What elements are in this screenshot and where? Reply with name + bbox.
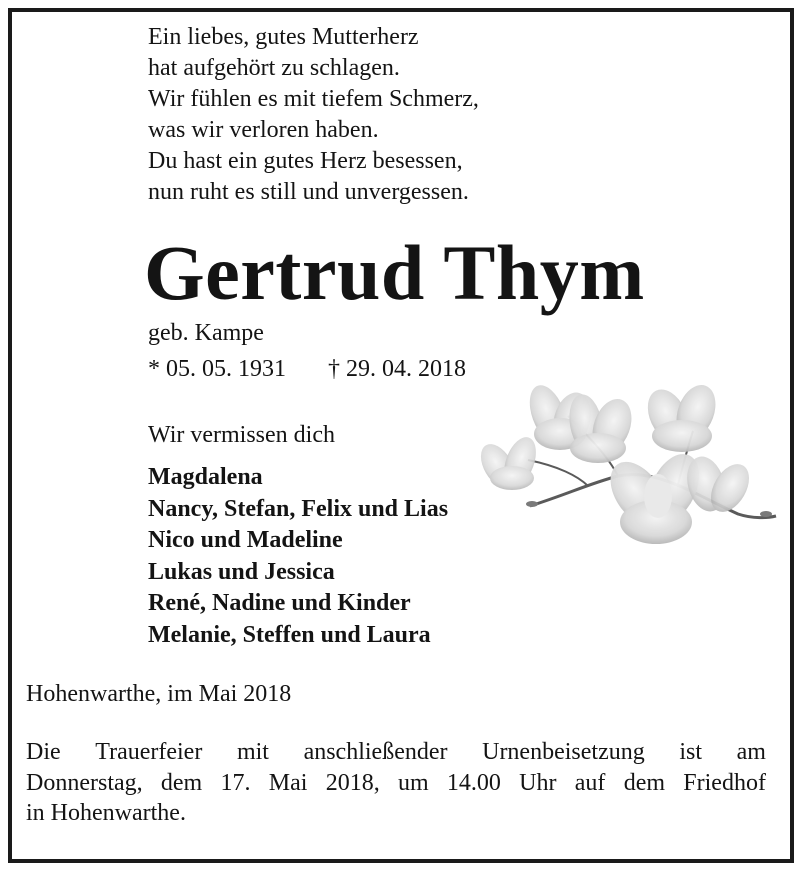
funeral-notice xyxy=(26,737,766,829)
poem-line: nun ruht es still und unvergessen. xyxy=(148,179,469,205)
birth-name: geb. Kampe xyxy=(148,320,264,346)
notice-word: ist xyxy=(679,739,703,765)
family-list xyxy=(148,462,448,651)
family-member: Magdalena xyxy=(148,464,263,490)
notice-word: Donnerstag, xyxy=(26,769,143,796)
family-member: Melanie, Steffen und Laura xyxy=(148,621,431,648)
poem-line: Ein liebes, gutes Mutterherz xyxy=(148,24,419,50)
magnolia-branch-icon xyxy=(468,376,778,556)
life-dates xyxy=(148,354,466,384)
death-date: † 29. 04. 2018 xyxy=(328,356,466,382)
place-date: Hohenwarthe, im Mai 2018 xyxy=(26,681,292,707)
notice-word: auf xyxy=(574,769,606,796)
notice-word: mit xyxy=(236,739,269,765)
poem-line: Wir fühlen es mit tiefem Schmerz, xyxy=(148,86,479,112)
notice-line xyxy=(26,768,766,799)
notice-word: Friedhof xyxy=(683,769,766,796)
deceased-name: Gertrud Thym xyxy=(144,229,645,316)
family-member: Nico und Madeline xyxy=(148,527,343,553)
notice-word: dem xyxy=(160,769,203,796)
notice-word: dem xyxy=(623,769,666,796)
birth-date: * 05. 05. 1931 xyxy=(148,356,286,382)
family-member: Lukas und Jessica xyxy=(148,558,335,585)
notice-word: 2018, xyxy=(325,769,380,796)
miss-line: Wir vermissen dich xyxy=(148,422,335,448)
notice-word: Uhr xyxy=(519,769,557,796)
family-member: Nancy, Stefan, Felix und Lias xyxy=(148,495,449,522)
notice-word: anschließender xyxy=(303,739,448,765)
notice-line xyxy=(26,737,766,768)
notice-word: 14.00 xyxy=(446,769,501,796)
family-member: René, Nadine und Kinder xyxy=(148,590,411,616)
notice-word: um xyxy=(397,769,429,796)
poem-line: Du hast ein gutes Herz besessen, xyxy=(148,148,463,174)
notice-word: Mai xyxy=(268,769,308,796)
notice-word: Trauerfeier xyxy=(95,739,203,765)
poem-line: hat aufgehört zu schlagen. xyxy=(148,55,400,81)
poem xyxy=(148,22,479,208)
notice-word: am xyxy=(736,739,766,765)
notice-word: 17. xyxy=(220,769,251,796)
notice-line: in Hohenwarthe. xyxy=(26,800,186,826)
notice-word: Die xyxy=(26,739,61,765)
poem-line: was wir verloren haben. xyxy=(148,117,379,143)
notice-word: Urnenbeisetzung xyxy=(482,739,645,765)
